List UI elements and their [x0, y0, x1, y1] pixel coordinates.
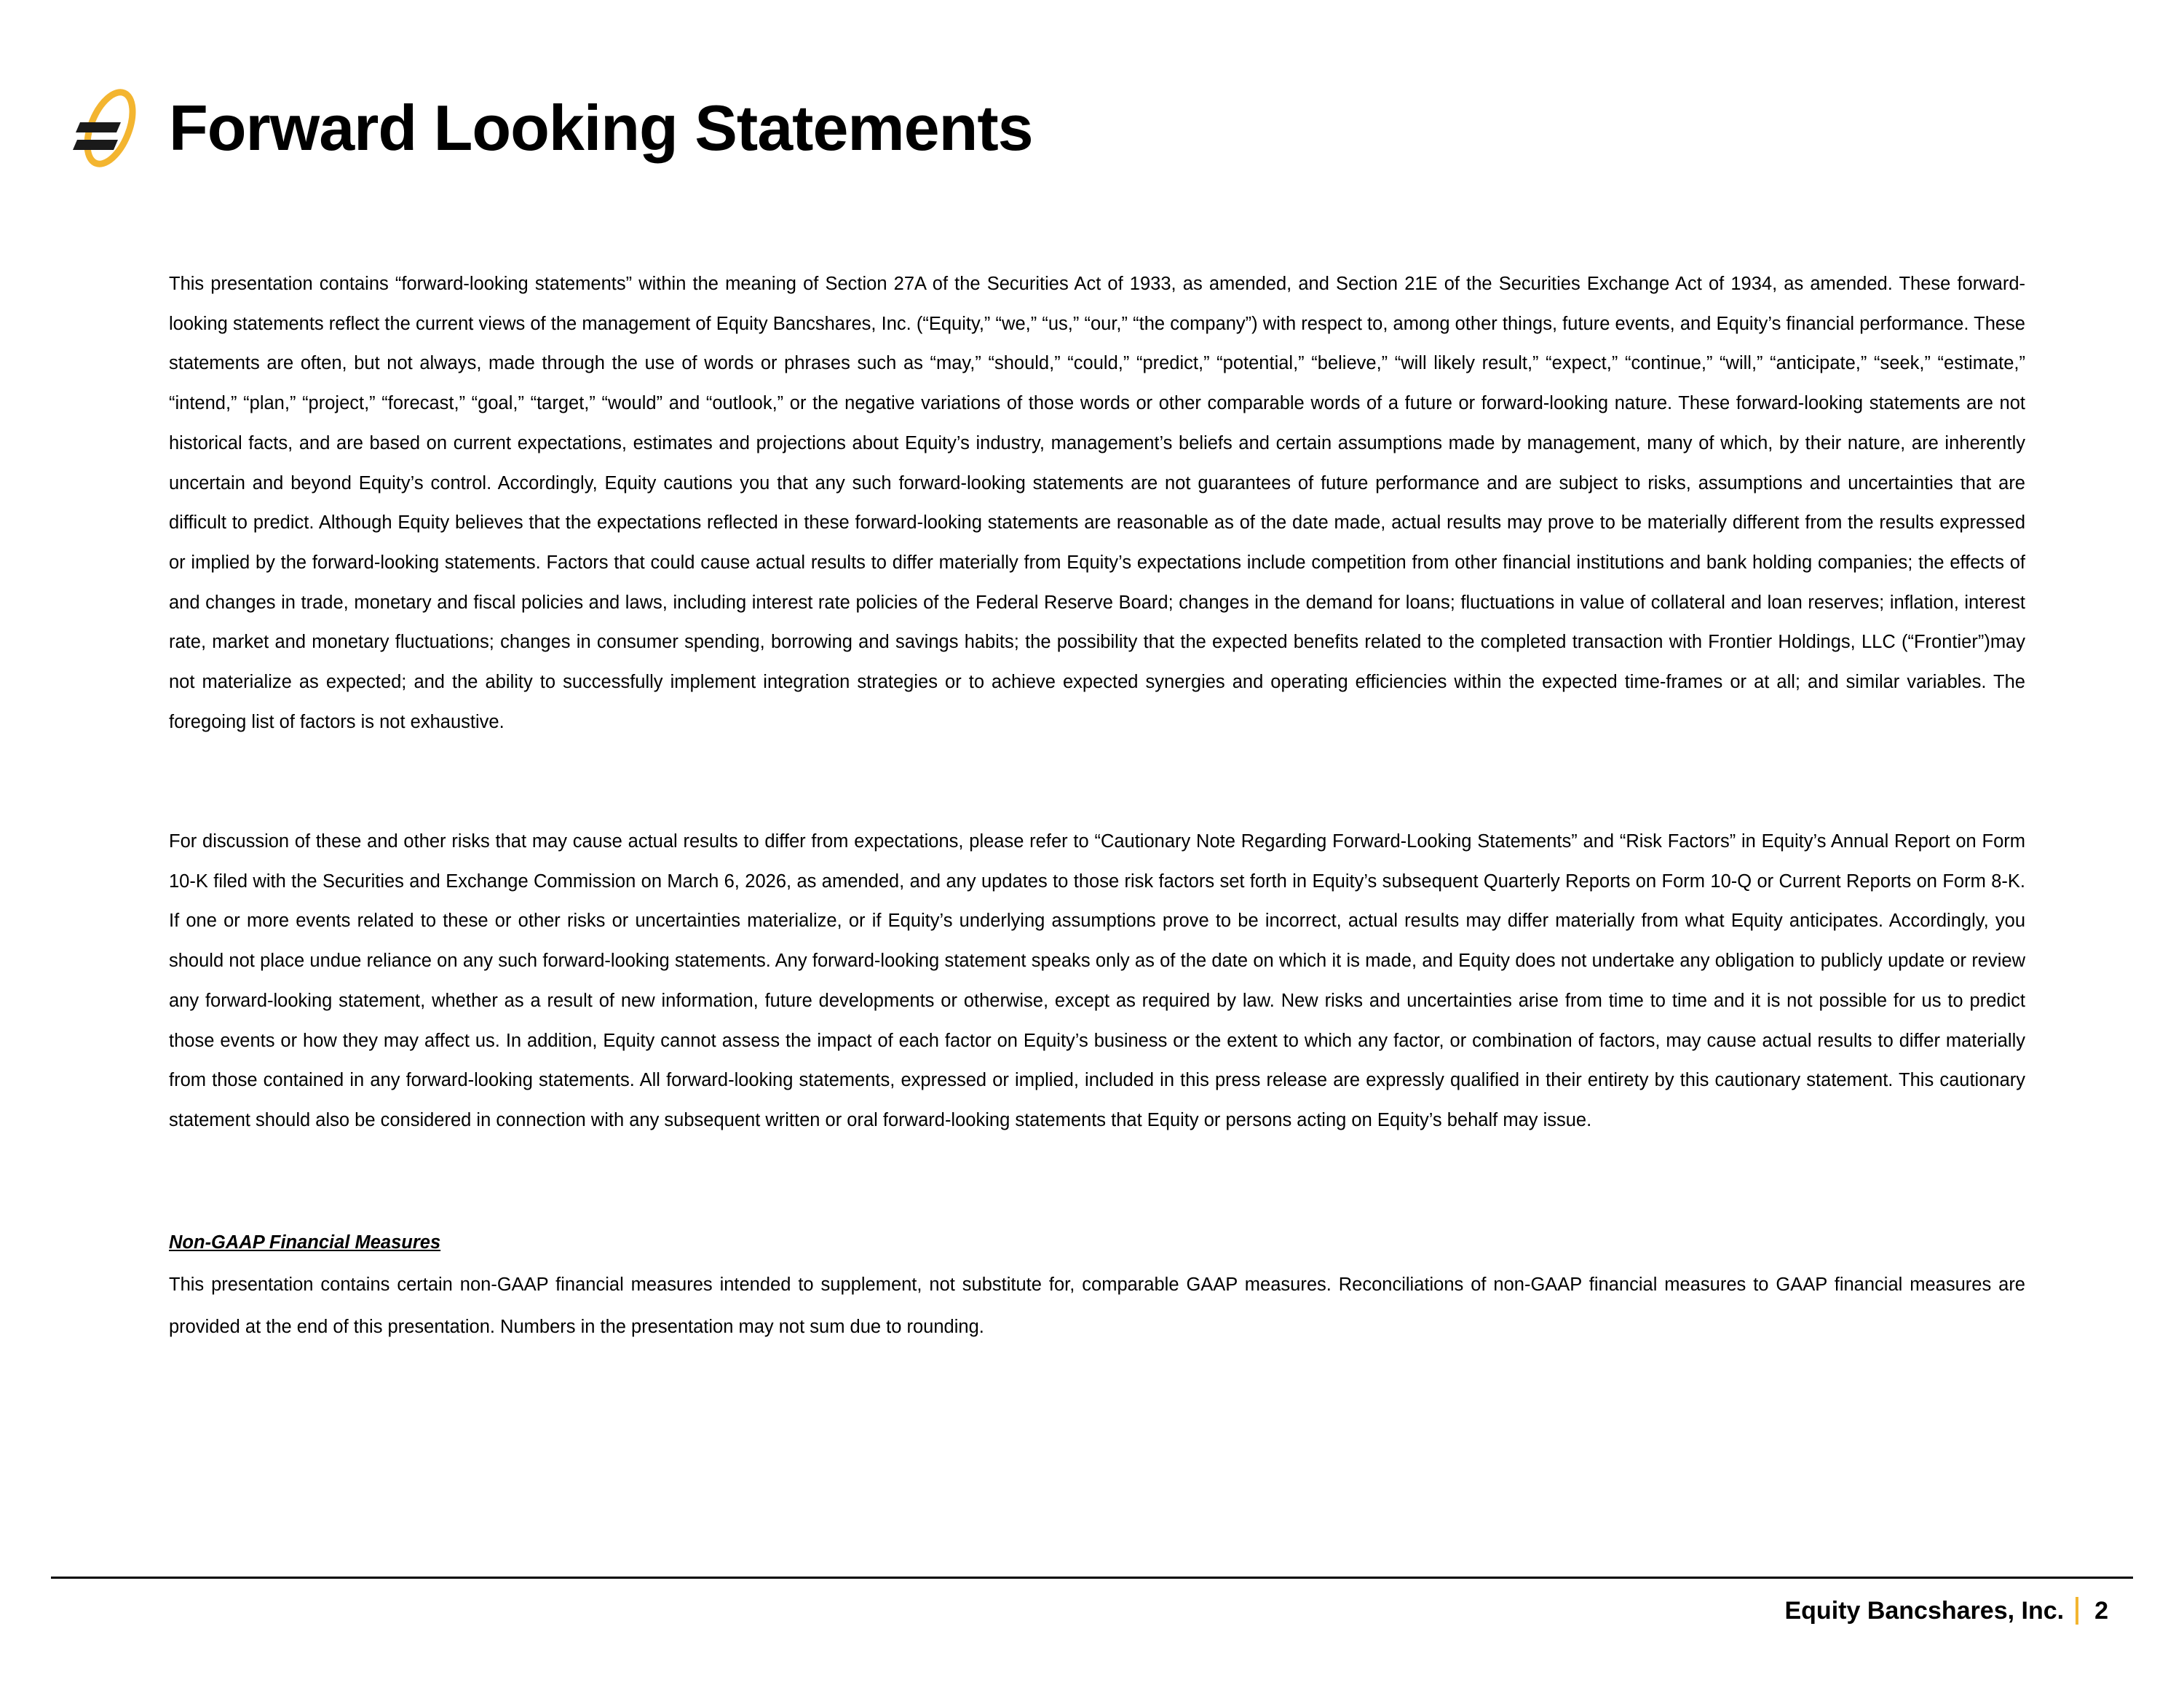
footer-separator	[2076, 1597, 2078, 1625]
risk-discussion-paragraph: For discussion of these and other risks that may cause actual results to differ from expectations, please refer to “Cautionary Note Regarding Forward-Looking Statements” and “Risk Factors” in Equity’s Annual Report on Form 10-K filed with the Securities and Exchange Commission on March 6, 2026, as amended, and any updates to those risk factors set forth in Equity’s subsequent Quarterly Reports on Form 10-Q or Current Reports on Form 8-K. If one or more events related to these or other risks or uncertainties materialize, or if Equity’s underlying assumptions prove to be incorrect, actual results may differ materially from what Equity anticipates. Accordingly, you should not place undue reliance on any such forward-looking statements. Any forward-looking statement speaks only as of the date on which it is made, and Equity does not undertake any obligation to publicly update or review any forward-looking statement, whether as a result of new information, future developments or otherwise, except as required by law. New risks and uncertainties arise from time to time and it is not possible for us to predict those events or how they may affect us. In addition, Equity cannot assess the impact of each factor on Equity’s business or the extent to which any factor, or combination of factors, may cause actual results to differ materially from those contained in any forward-looking statements. All forward-looking statements, expressed or implied, included in this press release are expressly qualified in their entirety by this cautionary statement. This cautionary statement should also be considered in connection with any subsequent written or oral forward-looking statements that Equity or persons acting on Equity’s behalf may issue.	[169, 831, 2025, 1130]
equity-logo-icon	[70, 86, 143, 173]
footer-divider	[51, 1577, 2133, 1579]
non-gaap-heading: Non-GAAP Financial Measures	[169, 1232, 441, 1253]
non-gaap-paragraph: This presentation contains certain non-GAAP financial measures intended to supplement, not substitute for, comparable GAAP measures. Reconciliations of non-GAAP financial measures to GAAP financial measures are provided at the end of this presentation. Numbers in the presentation may not sum due to rounding.	[169, 1274, 2025, 1337]
page-number: 2	[2094, 1596, 2108, 1625]
footer	[1784, 1593, 2108, 1629]
forward-looking-paragraph: This presentation contains “forward-looking statements” within the meaning of Section 27A of the Securities Act of 1933, as amended, and Section 21E of the Securities Exchange Act of 1934, as amended. These forward-looking statements reflect the current views of the management of Equity Bancshares, Inc. (“Equity,” “we,” “us,” “our,” “the company”) with respect to, among other things, future events, and Equity’s financial performance. These statements are often, but not always, made through the use of words or phrases such as “may,” “should,” “could,” “predict,” “potential,” “believe,” “will likely result,” “expect,” “continue,” “will,” “anticipate,” “seek,” “estimate,” “intend,” “plan,” “project,” “forecast,” “goal,” “target,” “would” and “outlook,” or the negative variations of those words or other comparable words of a future or forward-looking nature. These forward-looking statements are not historical facts, and are based on current expectations, estimates and projections about Equity’s industry, management’s beliefs and certain assumptions made by management, many of which, by their nature, are inherently uncertain and beyond Equity’s control. Accordingly, Equity cautions you that any such forward-looking statements are not guarantees of future performance and are subject to risks, assumptions and uncertainties that are difficult to predict. Although Equity believes that the expectations reflected in these forward-looking statements are reasonable as of the date made, actual results may prove to be materially different from the results expressed or implied by the forward-looking statements. Factors that could cause actual results to differ materially from Equity’s expectations include competition from other financial institutions and bank holding companies; the effects of and changes in trade, monetary and fiscal policies and laws, including interest rate policies of the Federal Reserve Board; changes in the demand for loans; fluctuations in value of collateral and loan reserves; inflation, interest rate, market and monetary fluctuations; changes in consumer spending, borrowing and savings habits; the possibility that the expected benefits related to the completed transaction with Frontier Holdings, LLC (“Frontier”)may not materialize as expected; and the ability to successfully implement integration strategies or to achieve expected synergies and operating efficiencies within the expected time-frames or at all; and similar variables. The foregoing list of factors is not exhaustive.	[169, 274, 2025, 732]
footer-company-name: Equity Bancshares, Inc.	[1784, 1596, 2065, 1625]
page-title: Forward Looking Statements	[169, 92, 1033, 164]
